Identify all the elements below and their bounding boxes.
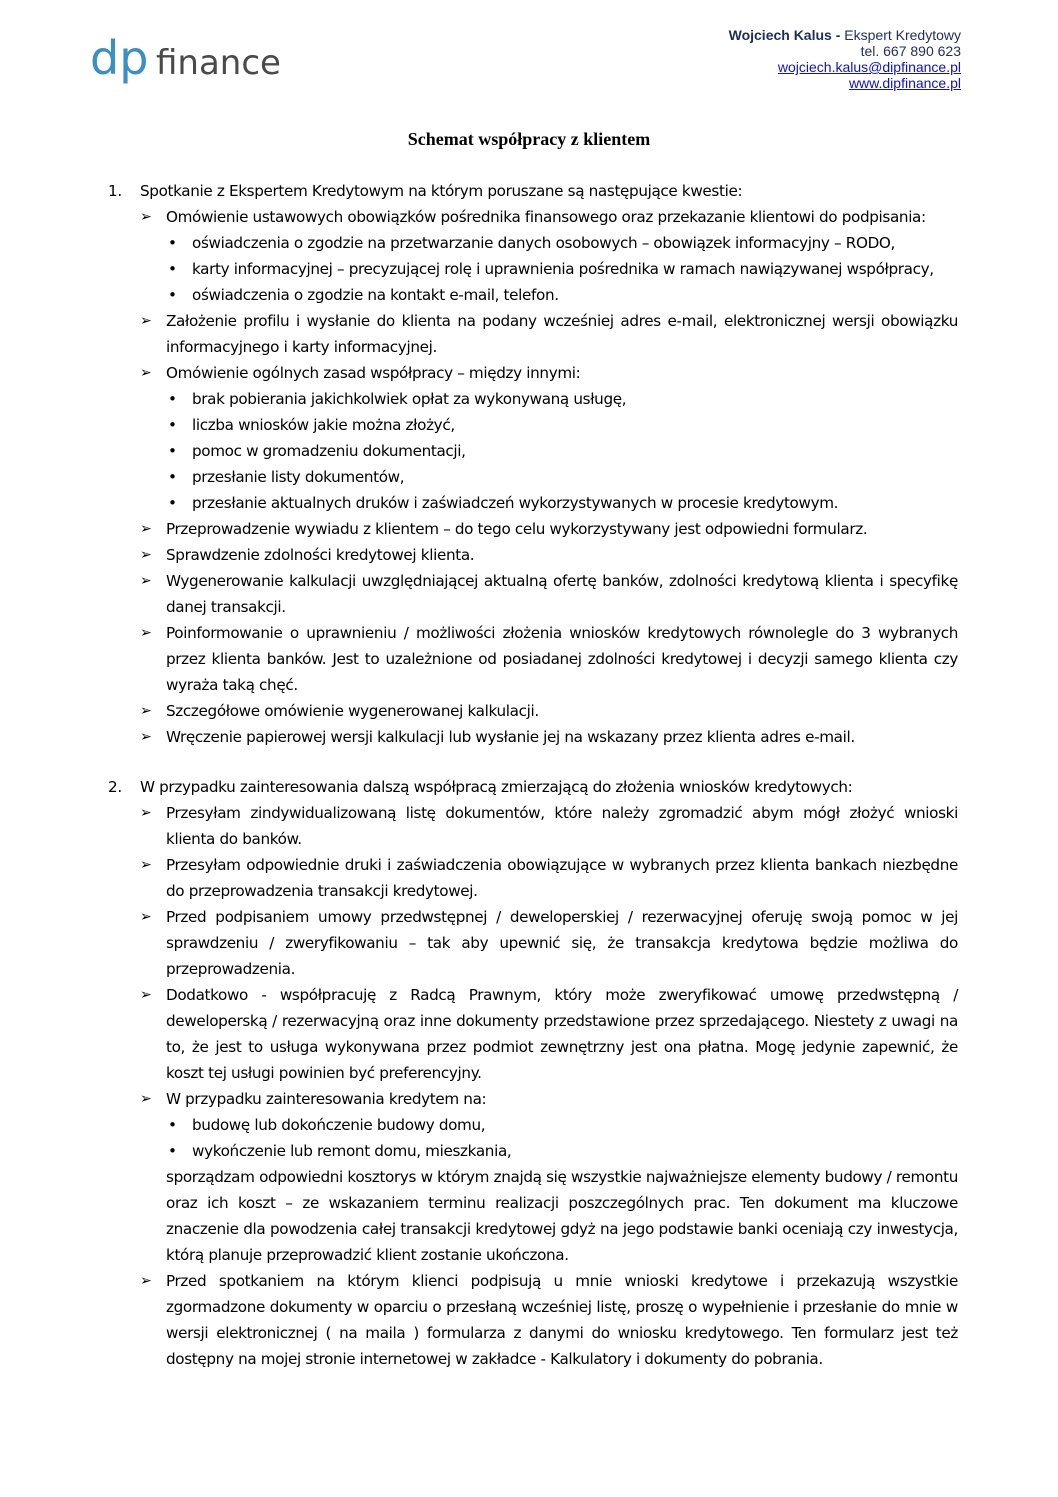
arrow-bullet-icon: ➢	[140, 857, 152, 873]
list-item: ➢ Przeprowadzenie wywiadu z klientem – do tego celu wykorzystywany jest odpowiedni formularz.	[140, 516, 958, 542]
bullet-icon: •	[168, 1142, 177, 1160]
contact-website-link[interactable]: www.dipfinance.pl	[848, 75, 961, 91]
arrow-bullet-icon: ➢	[140, 729, 152, 745]
list-item: ➢ W przypadku zainteresowania kredytem na: • budowę lub dokończenie budowy domu, • wykończenie lub remont domu, mieszkania, sporządzam odpowiedni kosztorys w którym znajdą się wszystkie najważniejsze elementy budowy / remontu oraz ich koszt – ze wskazaniem terminu realizacji poszczególnych prac. Ten dokument ma kluczowe znaczenie dla powodzenia całej transakcji kredytowej gdyż na jego podstawie banki oceniają czy inwestycja, którą planuje przeprowadzić klient zostanie ukończona.	[140, 1086, 958, 1268]
arrow-bullet-icon: ➢	[140, 1091, 152, 1107]
document-title: Schemat współpracy z klientem	[407, 129, 651, 149]
bullet-icon: •	[168, 468, 177, 486]
arrow-bullet-icon: ➢	[140, 987, 152, 1003]
contact-phone: tel. 667 890 623	[860, 43, 961, 59]
contact-role: Ekspert Kredytowy	[840, 27, 961, 43]
logo-dp: dp	[90, 32, 149, 85]
list-item: ➢ Dodatkowo - współpracuję z Radcą Prawnym, który może zweryfikować umowę przedwstępną / deweloperską / rezerwacyjną oraz inne dokumenty przedstawione przez sprzedającego. Niestety z uwagi na to, że jest to usługa wykonywana przez podmiot zewnętrzny jest ona płatna. Mogę jedynie zapewnić, że koszt tej usługi powinien być preferencyjny.	[140, 982, 958, 1086]
list-item: ➢ Założenie profilu i wysłanie do klienta na podany wcześniej adres e-mail, elektronicznej wersji obowiązku informacyjnego i karty informacyjnej.	[140, 308, 958, 360]
list-item: ➢ Sprawdzenie zdolności kredytowej klienta.	[140, 542, 958, 568]
sub-list-item: • karty informacyjnej – precyzującej rolę i uprawnienia pośrednika w ramach nawiązywanej współpracy,	[166, 256, 958, 282]
arrow-bullet-icon: ➢	[140, 547, 152, 563]
bullet-icon: •	[168, 1116, 177, 1134]
sub-list-item: • pomoc w gromadzeniu dokumentacji,	[166, 438, 958, 464]
bullet-icon: •	[168, 416, 177, 434]
section-heading: Spotkanie z Ekspertem Kredytowym na którym poruszane są następujące kwestie:	[140, 182, 743, 200]
list-item: ➢ Szczegółowe omówienie wygenerowanej kalkulacji.	[140, 698, 958, 724]
list-item: ➢ Przesyłam odpowiednie druki i zaświadczenia obowiązujące w wybranych przez klienta bankach niezbędne do przeprowadzenia transakcji kredytowej.	[140, 852, 958, 904]
arrow-bullet-icon: ➢	[140, 625, 152, 641]
bullet-icon: •	[168, 260, 177, 278]
dipfinance-logo	[90, 32, 305, 98]
arrow-bullet-icon: ➢	[140, 909, 152, 925]
section-number: 2.	[108, 778, 122, 796]
sub-list-item: • przesłanie listy dokumentów,	[166, 464, 958, 490]
paragraph: sporządzam odpowiedni kosztorys w którym znajdą się wszystkie najważniejsze elementy budowy / remontu oraz ich koszt – ze wskazaniem terminu realizacji poszczególnych prac. Ten dokument ma kluczowe znaczenie dla powodzenia całej transakcji kredytowej gdyż na jego podstawie banki oceniają czy inwestycja, którą planuje przeprowadzić klient zostanie ukończona.	[166, 1168, 958, 1264]
bullet-icon: •	[168, 390, 177, 408]
arrow-bullet-icon: ➢	[140, 1273, 152, 1289]
contact-email-link[interactable]: wojciech.kalus@dipfinance.pl	[777, 59, 961, 75]
list-item: ➢ Wręczenie papierowej wersji kalkulacji lub wysłanie jej na wskazany przez klienta adres e-mail.	[140, 724, 958, 750]
logo-finance: finance	[156, 43, 281, 83]
list-item: ➢ Poinformowanie o uprawnieniu / możliwości złożenia wniosków kredytowych równolegle do 3 wybranych przez klienta banków. Jest to uzależnione od posiadanej zdolności kredytowej i decyzji samego klienta czy wyraża taką chęć.	[140, 620, 958, 698]
arrow-bullet-icon: ➢	[140, 521, 152, 537]
sub-list-item: • przesłanie aktualnych druków i zaświadczeń wykorzystywanych w procesie kredytowym.	[166, 490, 958, 516]
document-content	[108, 178, 958, 1372]
sub-list-item: • oświadczenia o zgodzie na kontakt e-mail, telefon.	[166, 282, 958, 308]
list-item: ➢ Przed podpisaniem umowy przedwstępnej / deweloperskiej / rezerwacyjnej oferuję swoją pomoc w jej sprawdzeniu / zweryfikowaniu – tak aby upewnić się, że transakcja kredytowa będzie możliwa do przeprowadzenia.	[140, 904, 958, 982]
arrow-bullet-icon: ➢	[140, 365, 152, 381]
contact-name: Wojciech Kalus -	[728, 27, 841, 43]
list-item: ➢ Przesyłam zindywidualizowaną listę dokumentów, które należy zgromadzić abym mógł złożyć wnioski klienta do banków.	[140, 800, 958, 852]
arrow-bullet-icon: ➢	[140, 313, 152, 329]
list-item: ➢ Przed spotkaniem na którym klienci podpisują u mnie wnioski kredytowe i przekazują wszystkie zgormadzone dokumenty w oparciu o przesłaną wcześniej listę, proszę o wypełnienie i przesłanie do mnie w wersji elektronicznej ( na maila ) formularza z danymi do wniosku kredytowego. Ten formularz jest też dostępny na mojej stronie internetowej w zakładce - Kalkulatory i dokumenty do pobrania.	[140, 1268, 958, 1372]
bullet-icon: •	[168, 286, 177, 304]
list-item: ➢ Omówienie ustawowych obowiązków pośrednika finansowego oraz przekazanie klientowi do podpisania: • oświadczenia o zgodzie na przetwarzanie danych osobowych – obowiązek informacyjny – RODO, • karty informacyjnej – precyzującej rolę i uprawnienia pośrednika w ramach nawiązywanej współpracy, • oświadczenia o zgodzie na kontakt e-mail, telefon.	[140, 204, 958, 308]
arrow-bullet-icon: ➢	[140, 573, 152, 589]
sub-list-item: • budowę lub dokończenie budowy domu,	[166, 1112, 958, 1138]
arrow-bullet-icon: ➢	[140, 703, 152, 719]
sub-list-item: • oświadczenia o zgodzie na przetwarzanie danych osobowych – obowiązek informacyjny – RODO,	[166, 230, 958, 256]
list-item: ➢ Wygenerowanie kalkulacji uwzględniającej aktualną ofertę banków, zdolności kredytową klienta i specyfikę danej transakcji.	[140, 568, 958, 620]
arrow-bullet-icon: ➢	[140, 805, 152, 821]
bullet-icon: •	[168, 442, 177, 460]
section-2	[108, 774, 958, 1372]
section-number: 1.	[108, 182, 122, 200]
section-1	[108, 178, 958, 750]
bullet-icon: •	[168, 494, 177, 512]
section-heading: W przypadku zainteresowania dalszą współpracą zmierzającą do złożenia wniosków kredytowych:	[140, 778, 853, 796]
sub-list-item: • wykończenie lub remont domu, mieszkania,	[166, 1138, 958, 1164]
contact-block	[729, 27, 961, 91]
arrow-bullet-icon: ➢	[140, 209, 152, 225]
bullet-icon: •	[168, 234, 177, 252]
sub-list-item: • liczba wniosków jakie można złożyć,	[166, 412, 958, 438]
sub-list-item: • brak pobierania jakichkolwiek opłat za wykonywaną usługę,	[166, 386, 958, 412]
list-item: ➢ Omówienie ogólnych zasad współpracy – między innymi: • brak pobierania jakichkolwiek opłat za wykonywaną usługę, • liczba wniosków jakie można złożyć, • pomoc w gromadzeniu dokumentacji, • przesłanie listy dokumentów, • przesłanie aktualnych druków i zaświadczeń wykorzystywanych w procesie kredytowym.	[140, 360, 958, 516]
